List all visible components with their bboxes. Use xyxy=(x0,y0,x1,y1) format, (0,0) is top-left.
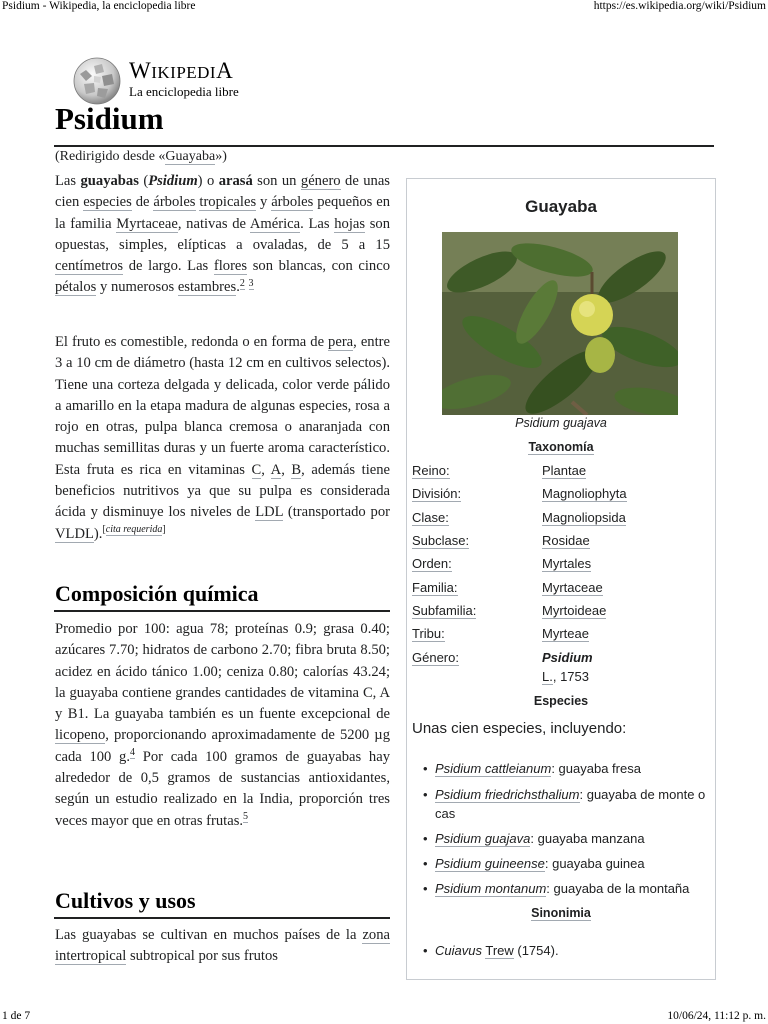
species-item: • Psidium guineense: guayaba guinea xyxy=(423,856,645,871)
wikipedia-tagline: La enciclopedia libre xyxy=(129,84,239,99)
print-datetime: 10/06/24, 11:12 p. m. xyxy=(667,1010,766,1022)
taxo-value-link[interactable]: Magnoliophyta xyxy=(542,486,627,501)
link-vitamina-a[interactable]: A xyxy=(270,461,282,478)
author-link[interactable]: L. xyxy=(542,669,553,684)
link-tropicales[interactable]: tropicales xyxy=(199,194,257,211)
species-link[interactable]: Psidium guineense xyxy=(435,856,545,871)
link-especies[interactable]: especies xyxy=(83,194,132,211)
print-url: https://es.wikipedia.org/wiki/Psidium xyxy=(593,0,766,12)
link-flores[interactable]: flores xyxy=(213,258,248,275)
link-ldl[interactable]: LDL xyxy=(255,504,284,521)
species-item: • Psidium montanum: guayaba de la montaña xyxy=(423,881,690,896)
taxo-key-link[interactable]: Reino: xyxy=(412,463,450,478)
taxo-value-link[interactable]: Magnoliopsida xyxy=(542,510,626,525)
taxo-value-link[interactable]: Myrtoideae xyxy=(542,603,607,618)
link-zona-intertropical[interactable]: zona intertropical xyxy=(55,927,390,965)
citation-needed[interactable]: [cita requerida] xyxy=(102,523,166,535)
section-heading-cultivos: Cultivos y usos xyxy=(55,888,196,913)
link-hojas[interactable]: hojas xyxy=(334,215,366,232)
taxo-key-link[interactable]: Orden: xyxy=(412,556,452,571)
link-vitamina-c[interactable]: C xyxy=(251,461,262,478)
ref-5[interactable]: 5 xyxy=(243,810,249,822)
link-petalos[interactable]: pétalos xyxy=(55,279,97,296)
link-arboles[interactable]: árboles xyxy=(153,194,196,211)
print-page-title: Psidium - Wikipedia, la enciclopedia libre xyxy=(2,0,196,12)
link-pera[interactable]: pera xyxy=(328,334,354,350)
taxo-value-link[interactable]: Myrtaceae xyxy=(542,580,603,595)
species-link[interactable]: Psidium friedrichsthalium xyxy=(435,787,580,802)
species-link[interactable]: Psidium guajava xyxy=(435,831,531,846)
species-link[interactable]: Psidium cattleianum xyxy=(435,761,552,776)
link-arboles-2[interactable]: árboles xyxy=(271,194,314,211)
species-item: • Psidium guajava: guayaba manzana xyxy=(423,831,645,846)
redirect-link[interactable]: Guayaba xyxy=(165,149,216,164)
synonymy-link[interactable]: Sinonimia xyxy=(531,906,591,920)
taxobox xyxy=(406,178,716,980)
link-centimetros[interactable]: centímetros xyxy=(55,258,124,275)
species-intro: Unas cien especies, incluyendo: xyxy=(412,720,627,737)
guava-photo[interactable] xyxy=(442,232,678,415)
taxo-key-link[interactable]: División: xyxy=(412,486,462,501)
print-page-number: 1 de 7 xyxy=(2,1010,31,1022)
ref-4[interactable]: 4 xyxy=(130,746,135,758)
link-america[interactable]: América xyxy=(249,215,301,232)
link-licopeno[interactable]: licopeno xyxy=(55,727,106,744)
title-divider xyxy=(54,145,714,147)
intro-paragraph: Las guayabas (Psidium) o arasá son un género de unas cien especies de árboles tropicales y árboles pequeños en la familia Myrtaceae, nativas de América. Las hojas son opuestas, simples, elípticas a ovaladas, de 5 a 15 centímetros de largo. Las flores son blancas, con cinco pétalos y numerosos estambres.$^2$ $^3$ xyxy=(55,173,390,296)
taxo-key-link[interactable]: Subclase: xyxy=(412,533,470,548)
taxo-value-link[interactable]: Myrtales xyxy=(542,556,592,571)
taxo-key-link[interactable]: Tribu: xyxy=(412,626,445,641)
taxonomy-header xyxy=(407,440,715,454)
taxo-key-link[interactable]: Género: xyxy=(412,650,459,665)
taxo-row-genero xyxy=(412,650,712,690)
taxo-value-link[interactable]: Myrteae xyxy=(542,626,589,641)
fruit-paragraph: El fruto es comestible, redonda o en forma de pera, entre 3 a 10 cm de diámetro (hasta 12 cm en cultivos selectos). Tiene una corteza delgada y delicada, color verde pálido a amarillo en la etapa madura de algunas especies, rosa a rojo en otras, pulpa blanca cremosa o anaranjada con muchas semillitas duras y un fuerte aroma característico. Esta fruta es rica en vitaminas C, A, B, además tiene beneficios nutritivos ya que su pulpa es considerada ácida y disminuye los niveles de LDL (transportado por VLDL).[cita requerida] xyxy=(55,334,391,542)
page-title: Psidium xyxy=(55,101,164,136)
wikipedia-wordmark[interactable]: WIKIPEDIA xyxy=(129,58,234,83)
synonym-author-link[interactable]: Trew xyxy=(485,943,514,958)
taxo-key-link[interactable]: Subfamilia: xyxy=(412,603,477,618)
synonymy-header xyxy=(407,906,715,920)
section-heading-composicion: Composición química xyxy=(55,581,259,606)
genus-authority: L., 1753 xyxy=(542,669,589,684)
cultivation-paragraph: Las guayabas se cultivan en muchos países de la zona intertropical subtropical por sus frutos xyxy=(55,927,390,965)
link-genero[interactable]: género xyxy=(300,173,341,189)
species-item: • Psidium friedrichsthalium: guayaba de monte o cas xyxy=(423,787,706,821)
taxo-key-link[interactable]: Clase: xyxy=(412,510,449,525)
taxonomy-link[interactable]: Taxonomía xyxy=(528,440,594,454)
species-header: Especies xyxy=(533,694,589,708)
section-divider xyxy=(54,917,390,919)
link-vldl[interactable]: VLDL xyxy=(55,525,94,542)
redirect-note: (Redirigido desde «Guayaba») xyxy=(55,149,227,164)
link-estambres[interactable]: estambres xyxy=(177,279,237,296)
section-divider xyxy=(54,610,390,612)
photo-caption: Psidium guajava xyxy=(515,416,607,430)
taxobox-title: Guayaba xyxy=(525,197,597,216)
genus-name: Psidium xyxy=(542,650,593,665)
synonym-item: • Cuiavus Trew (1754). xyxy=(423,943,559,958)
taxo-key-link[interactable]: Familia: xyxy=(412,580,458,595)
species-link[interactable]: Psidium montanum xyxy=(435,881,547,896)
species-item: • Psidium cattleianum: guayaba fresa xyxy=(423,761,641,776)
link-vitamina-b[interactable]: B xyxy=(291,461,302,478)
ref-2[interactable]: 2 xyxy=(239,277,245,289)
link-myrtaceae[interactable]: Myrtaceae xyxy=(116,215,178,232)
ref-3[interactable]: 3 xyxy=(248,277,254,289)
wikipedia-globe-logo[interactable] xyxy=(72,56,122,106)
taxo-value-link[interactable]: Rosidae xyxy=(542,533,590,548)
taxo-value-link[interactable]: Plantae xyxy=(542,463,587,478)
composition-paragraph: Promedio por 100: agua 78; proteínas 0.9; grasa 0.40; azúcares 7.70; hidratos de carbono 2.70; fibra bruta 8.50; acidez en ácido tánico 1.00; ceniza 0.80; calorías 43.24; la guayaba contiene grandes cantidades de vitamina C, A y B1. La guayaba también es un fuente excepcional de licopeno, proporcionando aproximadamente de 5200 µg cada 100 g.$^4$ Por cada 100 gramos de guayabas hay alrededor de 0,5 gramos de sustancias antioxidantes, según un estudio realizado en la India, proporción tres veces mayor que en otras frutas.$^5$ xyxy=(55,621,390,829)
